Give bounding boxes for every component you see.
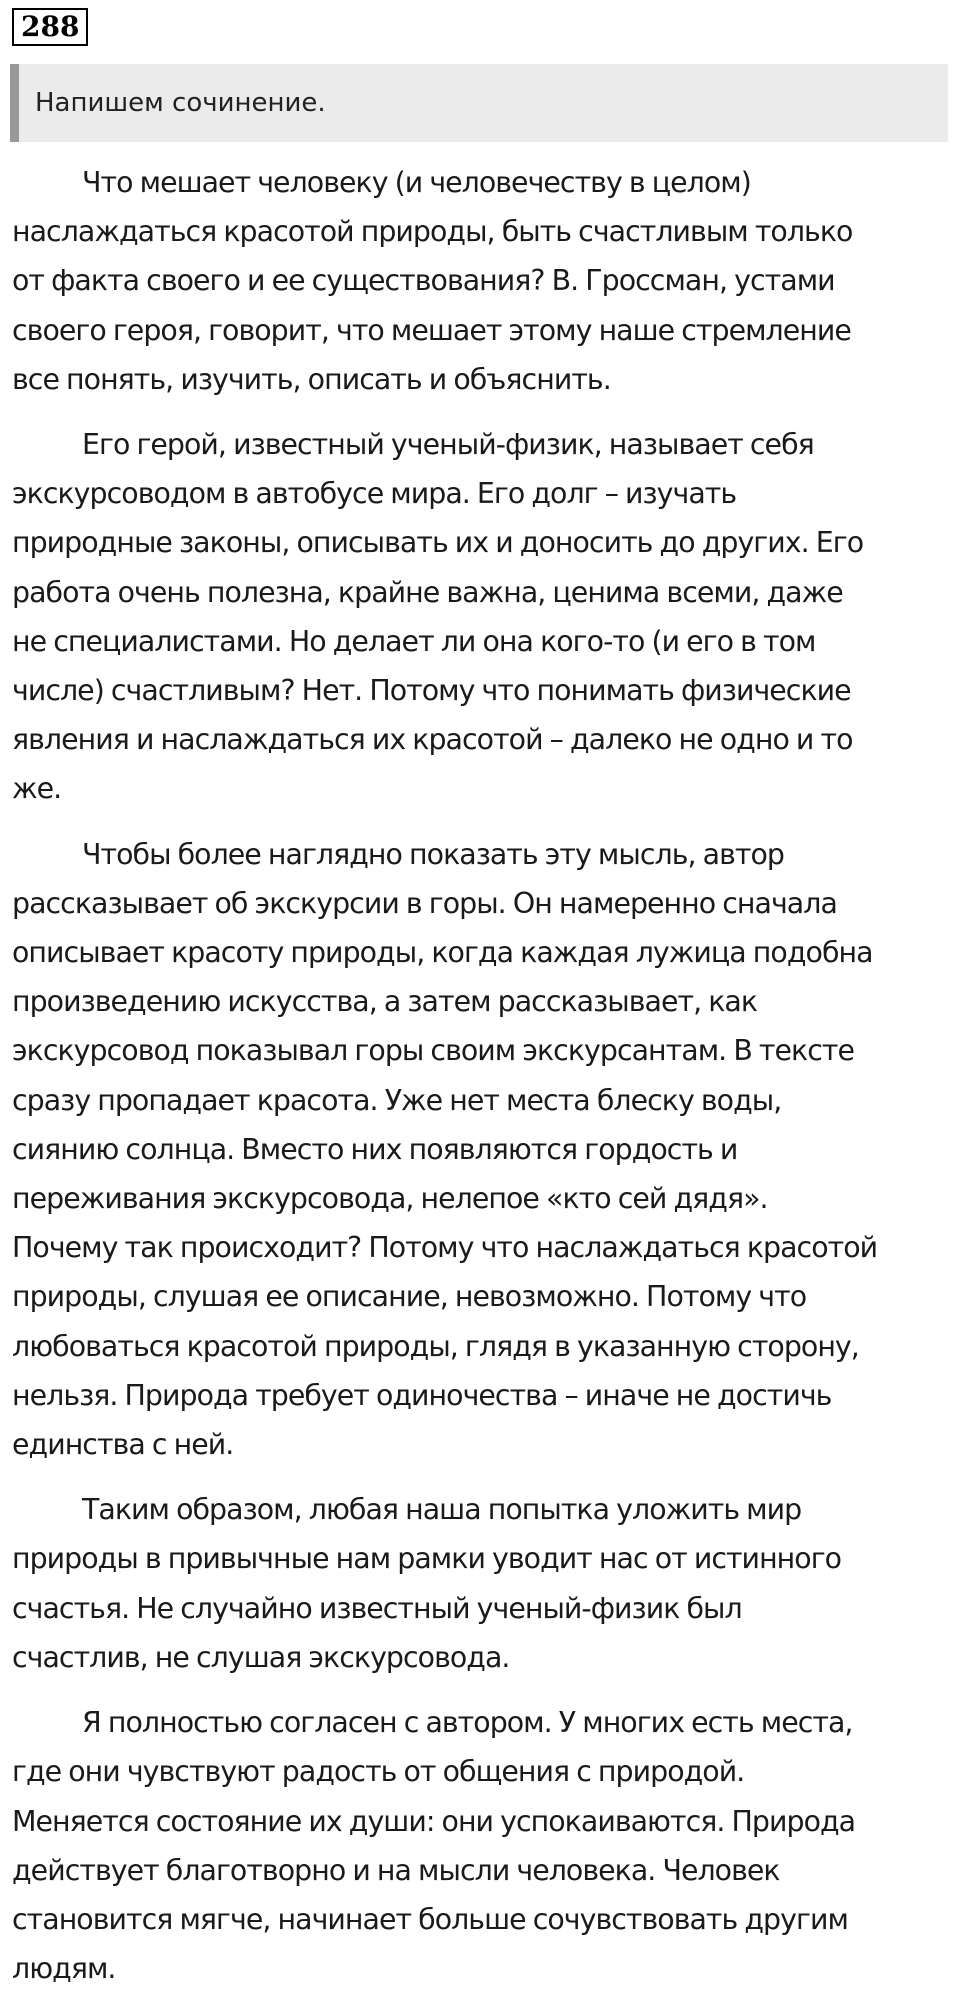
paragraph-line: людям. — [12, 1952, 116, 1986]
instruction-callout — [10, 64, 948, 142]
paragraph-line: Меняется состояние их души: они успокаиваются. Природа — [12, 1804, 856, 1838]
task-number-box: 288 — [12, 8, 88, 46]
essay-paragraph — [12, 830, 952, 1470]
paragraph-line: описывает красоту природы, когда каждая лужица подобна — [12, 936, 873, 970]
essay-paragraph — [12, 1485, 952, 1682]
paragraph-line: любоваться красотой природы, глядя в указанную сторону, — [12, 1329, 859, 1363]
essay-paragraph — [12, 158, 952, 404]
paragraph-line: переживания экскурсовода, нелепое «кто сей дядя». — [12, 1182, 768, 1216]
instruction-text: Напишем сочинение. — [35, 88, 326, 118]
paragraph-line: числе) счастливым? Нет. Потому что понимать физические — [12, 674, 851, 708]
paragraph-line: счастлив, не слушая экскурсовода. — [12, 1640, 510, 1674]
paragraph-line: явления и наслаждаться их красотой – далеко не одно и то — [12, 723, 853, 757]
paragraph-line: Его герой, известный ученый-физик, называет себя — [82, 428, 814, 462]
paragraph-line: Я полностью согласен с автором. У многих есть места, — [82, 1706, 853, 1740]
essay-paragraph — [12, 420, 952, 814]
paragraph-line: счастья. Не случайно известный ученый-физик был — [12, 1591, 742, 1625]
essay-body — [12, 158, 952, 2009]
paragraph-line: сразу пропадает красота. Уже нет места блеску воды, — [12, 1083, 782, 1117]
paragraph-line: где они чувствуют радость от общения с природой. — [12, 1755, 745, 1789]
paragraph-line: Почему так происходит? Потому что наслаждаться красотой — [12, 1231, 878, 1265]
paragraph-line: произведению искусства, а затем рассказывает, как — [12, 985, 758, 1019]
paragraph-line: экскурсоводом в автобусе мира. Его долг – изучать — [12, 477, 737, 511]
paragraph-line: сиянию солнца. Вместо них появляются гордость и — [12, 1132, 738, 1166]
paragraph-line: Таким образом, любая наша попытка уложить мир — [82, 1493, 802, 1527]
paragraph-line: природы в привычные нам рамки уводит нас от истинного — [12, 1542, 842, 1576]
paragraph-line: действует благотворно и на мысли человека. Человек — [12, 1853, 780, 1887]
paragraph-line: наслаждаться красотой природы, быть счастливым только — [12, 215, 853, 249]
paragraph-line: же. — [12, 772, 62, 806]
paragraph-line: природы, слушая ее описание, невозможно. Потому что — [12, 1280, 807, 1314]
paragraph-line: все понять, изучить, описать и объяснить. — [12, 362, 611, 396]
paragraph-line: рассказывает об экскурсии в горы. Он намеренно сначала — [12, 886, 837, 920]
paragraph-line: своего героя, говорит, что мешает этому наше стремление — [12, 313, 851, 347]
paragraph-line: от факта своего и ее существования? В. Гроссман, устами — [12, 264, 835, 298]
paragraph-line: Что мешает человеку (и человечеству в целом) — [82, 166, 751, 199]
paragraph-line: природные законы, описывать их и доносить до других. Его — [12, 526, 864, 560]
paragraph-line: экскурсовод показывал горы своим экскурсантам. В тексте — [12, 1034, 854, 1068]
essay-paragraph — [12, 1698, 952, 1993]
paragraph-line: не специалистами. Но делает ли она кого-то (и его в том — [12, 624, 816, 658]
paragraph-line: нельзя. Природа требует одиночества – иначе не достичь — [12, 1378, 832, 1412]
paragraph-line: работа очень полезна, крайне важна, ценима всеми, даже — [12, 575, 843, 609]
paragraph-line: становится мягче, начинает больше сочувствовать другим — [12, 1902, 848, 1936]
paragraph-line: единства с ней. — [12, 1428, 234, 1462]
paragraph-line: Чтобы более наглядно показать эту мысль, автор — [82, 837, 784, 871]
